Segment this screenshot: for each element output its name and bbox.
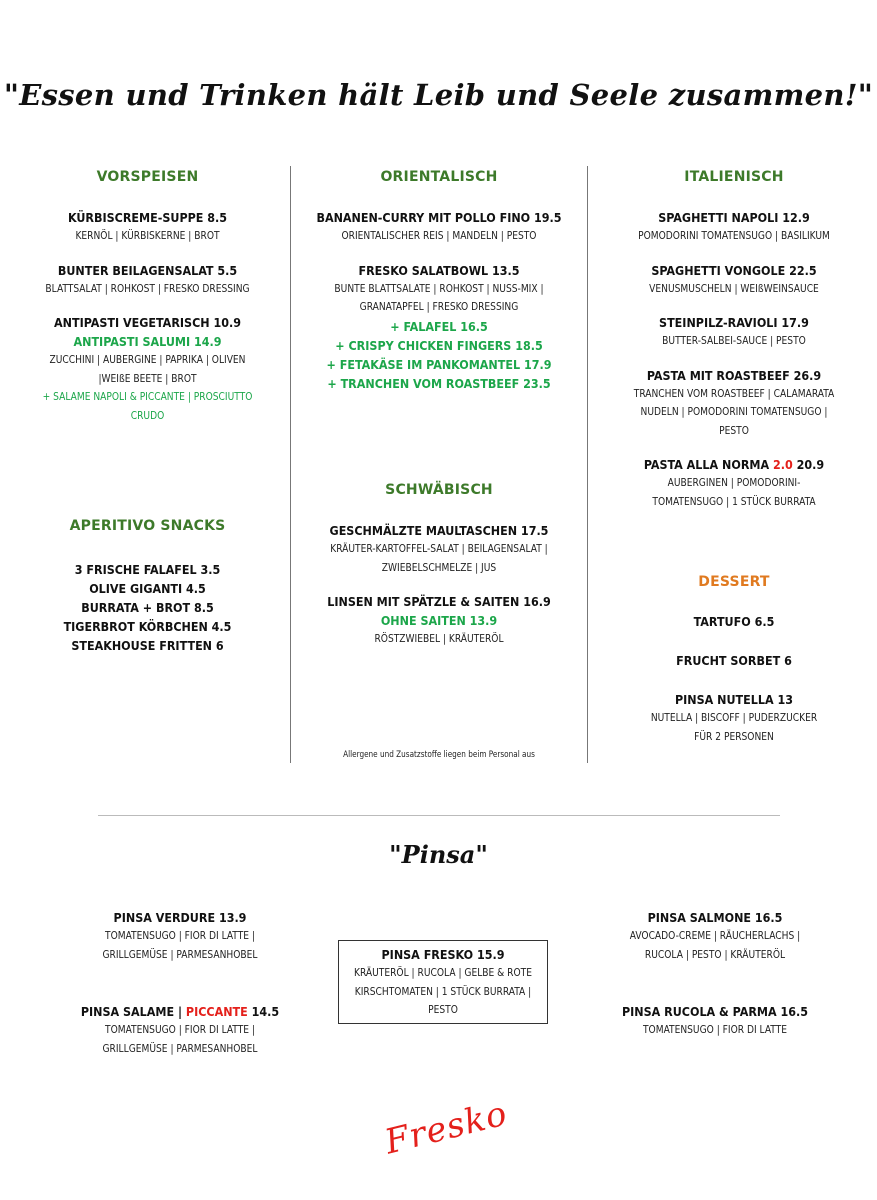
section-title-schwaebisch: SCHWÄBISCH [385,482,493,498]
item-description: ZUCCHINI | AUBERGINE | PAPRIKA | OLIVEN [49,353,246,366]
pinsa-salame [55,1002,305,1058]
item-name [600,455,868,474]
menu-item [600,366,868,441]
item-description: PESTO [428,1003,458,1016]
item-description: TOMATENSUGO | 1 STÜCK BURRATA [652,494,816,508]
item-name: SPAGHETTI VONGOLE 22.5 [651,262,817,278]
column-middle [300,169,578,408]
item-description: VENUSMUSCHELN | WEIßWEINSAUCE [649,281,819,295]
section-divider [98,815,780,816]
menu-item [300,592,578,649]
item-description: ZWIEBELSCHMELZE | JUS [381,560,497,574]
item-extra: + FETAKÄSE IM PANKOMANTEL 17.9 [326,356,552,372]
item-description: ORIENTALISCHER REIS | MANDELN | PESTO [341,229,537,242]
menu-item [600,261,868,299]
section-title-dessert: DESSERT [698,574,770,590]
item-name: BANANEN-CURRY MIT POLLO FINO 19.5 [316,210,562,225]
item-variant: ANTIPASTI SALUMI 14.9 [73,334,222,349]
item-description: KIRSCHTOMATEN | 1 STÜCK BURRATA | [354,984,532,998]
item-extra: + FALAFEL 16.5 [390,318,488,334]
item-name-part: PASTA ALLA NORMA [643,457,774,472]
menu-item [300,521,578,577]
column-divider-left [290,166,291,763]
item-variant: OHNE SAITEN 13.9 [380,613,498,628]
item-description: AVOCADO-CREME | RÄUCHERLACHS | [629,929,801,942]
item-description: TOMATENSUGO | FIOR DI LATTE | [105,1023,255,1036]
column-right [600,169,868,526]
item-name: BUNTER BEILAGENSALAT 5.5 [57,262,238,278]
item-description: NUTELLA | BISCOFF | PUDERZUCKER [650,711,818,724]
pinsa-title: "Pinsa" [389,840,488,869]
item-description: BLATTSALAT | ROHKOST | FRESKO DRESSING [45,281,250,295]
section-title-italienisch: ITALIENISCH [684,169,784,185]
item-name: KÜRBISCREME-SUPPE 8.5 [67,210,228,225]
section-title-vorspeisen: VORSPEISEN [96,169,199,185]
section-title-aperitivo: APERITIVO SNACKS [69,518,226,534]
item-name: LINSEN MIT SPÄTZLE & SAITEN 16.9 [327,594,551,609]
schwaebisch-section [300,482,578,664]
item-name-highlight: 2.0 [773,457,793,472]
item-description: TOMATENSUGO | FIOR DI LATTE | [105,929,255,942]
menu-item-norma [600,455,868,511]
menu-motto: "Essen und Trinken hält Leib und Seele zusammen!" [3,78,874,112]
item-description: KRÄUTERÖL | RUCOLA | GELBE & ROTE [354,966,532,979]
item-name: ANTIPASTI VEGETARISCH 10.9 [54,315,241,330]
aperitivo-section [20,518,275,655]
menu-item [600,208,868,246]
item-name: GESCHMÄLZTE MAULTASCHEN 17.5 [329,523,549,538]
item-description: GRANATAPFEL | FRESKO DRESSING [359,300,519,313]
snack-item: TIGERBROT KÖRBCHEN 4.5 [63,619,232,634]
item-description: BUTTER-SALBEI-SAUCE | PESTO [662,334,806,347]
item-extra: + SALAME NAPOLI & PICCANTE | PROSCIUTTO [42,390,253,403]
item-name: PINSA VERDURE 13.9 [113,910,247,925]
dessert-section [600,574,868,746]
snack-item: 3 FRISCHE FALAFEL 3.5 [74,562,221,577]
item-name: PINSA SALMONE 16.5 [647,910,783,925]
item-description: RUCOLA | PESTO | KRÄUTERÖL [644,947,786,961]
fresko-logo: Fresko [381,1093,512,1163]
dessert-item: TARTUFO 6.5 [693,614,775,629]
column-left [20,169,275,440]
column-divider-right [587,166,588,763]
menu-item [20,208,275,246]
item-name: PINSA RUCOLA & PARMA 16.5 [621,1004,809,1019]
item-description: PESTO [719,423,749,437]
item-name: FRESKO SALATBOWL 13.5 [358,262,520,278]
item-description: RÖSTZWIEBEL | KRÄUTERÖL [374,632,504,645]
item-price: 20.9 [792,457,825,472]
item-extra: + TRANCHEN VOM ROASTBEEF 23.5 [327,375,551,391]
menu-item-antipasti [20,313,275,425]
item-description: AUBERGINEN | POMODORINI- [667,476,801,489]
allergen-note: Allergene und Zusatzstoffe liegen beim Personal aus [343,750,535,760]
item-description: NUDELN | POMODORINI TOMATENSUGO | [640,405,828,418]
item-description: GRILLGEMÜSE | PARMESANHOBEL [102,1041,258,1055]
pinsa-fresko-box [338,940,548,1024]
pinsa-salmone [590,908,840,964]
item-name-highlight: PICCANTE [185,1004,248,1019]
snack-item: BURRATA + BROT 8.5 [81,600,214,615]
menu-item-salatbowl [300,261,578,393]
item-name [55,1002,305,1021]
menu-item [20,261,275,299]
item-description: GRILLGEMÜSE | PARMESANHOBEL [102,947,258,961]
item-description: KRÄUTER-KARTOFFEL-SALAT | BEILAGENSALAT | [330,542,548,555]
dessert-item: PINSA NUTELLA 13 [674,692,793,707]
snack-item: OLIVE GIGANTI 4.5 [89,581,206,596]
item-name: PASTA MIT ROASTBEEF 26.9 [646,367,822,383]
item-description: |WEIßE BEETE | BROT [98,371,197,385]
item-extra: + CRISPY CHICKEN FINGERS 18.5 [335,337,543,353]
dessert-item: FRUCHT SORBET 6 [676,653,792,668]
item-name-part: PINSA SALAME | [80,1004,186,1019]
snack-item: STEAKHOUSE FRITTEN 6 [71,638,224,653]
item-price: 14.5 [247,1004,280,1019]
item-description: BUNTE BLATTSALATE | ROHKOST | NUSS-MIX | [334,281,544,295]
item-name: STEINPILZ-RAVIOLI 17.9 [659,315,809,330]
item-description: KERNÖL | KÜRBISKERNE | BROT [75,229,220,242]
item-name: PINSA FRESKO 15.9 [381,947,505,962]
section-title-orientalisch: ORIENTALISCH [380,169,498,185]
item-description: POMODORINI TOMATENSUGO | BASILIKUM [638,229,830,242]
item-description: FÜR 2 PERSONEN [694,729,774,743]
item-description: TRANCHEN VOM ROASTBEEF | CALAMARATA [633,386,835,400]
item-description: TOMATENSUGO | FIOR DI LATTE [642,1023,787,1036]
menu-item [300,208,578,246]
menu-item [600,313,868,351]
item-name: SPAGHETTI NAPOLI 12.9 [658,210,810,225]
pinsa-verdure [55,908,305,964]
pinsa-rucola [590,1002,840,1040]
item-extra: CRUDO [130,408,165,422]
